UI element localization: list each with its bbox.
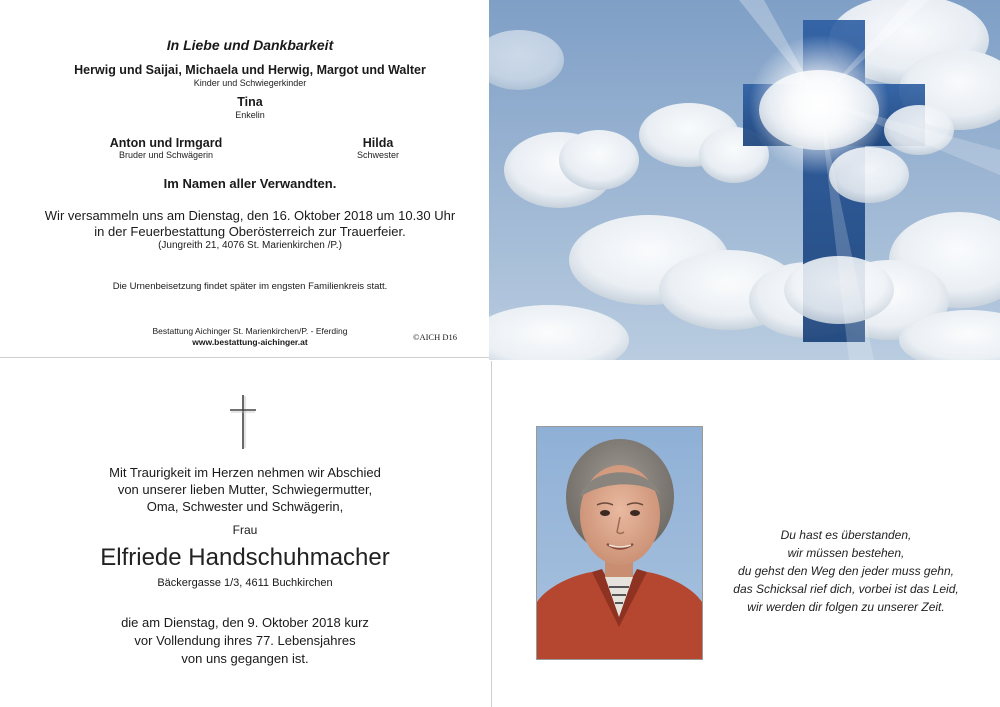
portrait-photo bbox=[536, 426, 703, 660]
sibling1-name: Anton und Irmgard bbox=[109, 136, 223, 150]
grandchild-name: Tina bbox=[237, 95, 263, 109]
poem-line-1: Du hast es überstanden, bbox=[780, 528, 912, 542]
poem-line-4: das Schicksal rief dich, vorbei ist das Leid, bbox=[733, 582, 959, 596]
sky-cross-illustration bbox=[489, 0, 1000, 360]
death-line-3: von uns gegangen ist. bbox=[181, 651, 309, 666]
copyright-code: ©AICH D16 bbox=[413, 332, 457, 342]
intro-line-3: Oma, Schwester und Schwägerin, bbox=[146, 499, 344, 514]
intro-line-2: von unserer lieben Mutter, Schwiegermutter, bbox=[117, 482, 373, 497]
sibling2-relation: Schwester bbox=[356, 150, 400, 160]
funeral-home: Bestattung Aichinger St. Marienkirchen/P. - Eferding bbox=[152, 326, 348, 336]
horizontal-fold-line bbox=[0, 357, 489, 358]
death-line-1: die am Dienstag, den 9. Oktober 2018 kurz bbox=[121, 615, 369, 630]
latin-cross-icon bbox=[228, 394, 258, 450]
children-names: Herwig und Saijai, Michaela und Herwig, Margot und Walter bbox=[74, 63, 426, 77]
card-panel-bottom-right bbox=[492, 360, 1000, 707]
ceremony-line-1: Wir versammeln uns am Dienstag, den 16. Oktober 2018 um 10.30 Uhr bbox=[44, 208, 456, 223]
poem-line-3: du gehst den Weg den jeder muss gehn, bbox=[738, 564, 954, 578]
sky-cross-image bbox=[489, 0, 1000, 360]
intro-line-1: Mit Traurigkeit im Herzen nehmen wir Abschied bbox=[109, 465, 381, 480]
ceremony-address: (Jungreith 21, 4076 St. Marienkirchen /P.) bbox=[158, 240, 342, 251]
grandchild-relation: Enkelin bbox=[235, 110, 265, 120]
urn-note: Die Urnenbeisetzung findet später im engsten Familienkreis statt. bbox=[112, 281, 388, 292]
children-relation: Kinder und Schwiegerkinder bbox=[193, 78, 307, 88]
salutation: Frau bbox=[232, 523, 258, 537]
deceased-address: Bäckergasse 1/3, 4611 Buchkirchen bbox=[157, 577, 333, 589]
sibling2-name: Hilda bbox=[362, 136, 394, 150]
deceased-name: Elfriede Handschuhmacher bbox=[100, 544, 390, 571]
card-panel-top-left bbox=[0, 0, 489, 358]
funeral-home-url[interactable]: www.bestattung-aichinger.at bbox=[192, 337, 308, 347]
ceremony-line-2: in der Feuerbestattung Oberösterreich zur Trauerfeier. bbox=[94, 224, 406, 239]
poem-line-2: wir müssen bestehen, bbox=[787, 546, 905, 560]
on-behalf-line: Im Namen aller Verwandten. bbox=[163, 176, 337, 191]
card-panel-bottom-left bbox=[0, 360, 490, 707]
portrait-illustration bbox=[537, 427, 702, 659]
poem-line-5: wir werden dir folgen zu unserer Zeit. bbox=[747, 600, 945, 614]
death-line-2: vor Vollendung ihres 77. Lebensjahres bbox=[134, 633, 356, 648]
sibling1-relation: Bruder und Schwägerin bbox=[118, 150, 214, 160]
dedication-heading: In Liebe und Dankbarkeit bbox=[166, 37, 334, 53]
